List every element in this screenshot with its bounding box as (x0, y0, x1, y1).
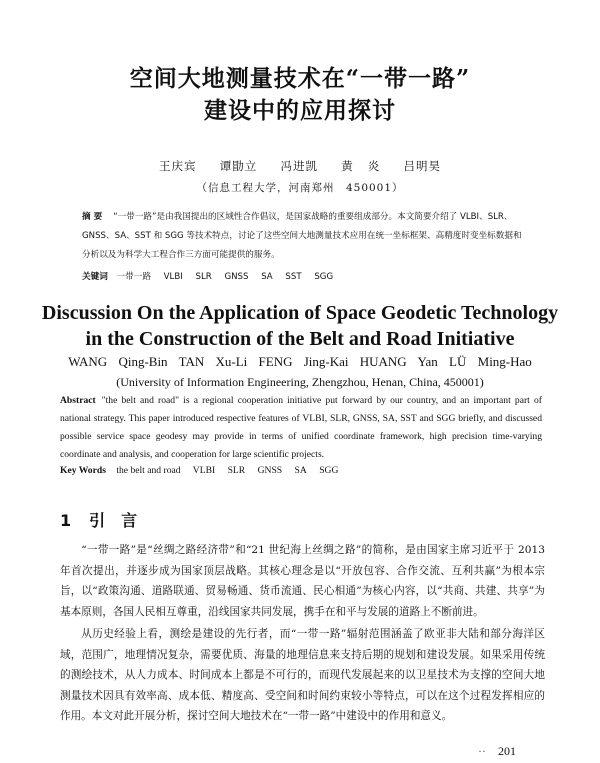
cn-keywords-label: 关键词 (82, 272, 108, 282)
cn-author: 冯进凯 (280, 159, 319, 173)
en-keyword: GNSS (257, 465, 283, 476)
en-keyword: SGG (319, 465, 339, 476)
en-keywords (60, 465, 542, 476)
cn-abstract-text: “一带一路”是由我国提出的区域性合作倡议，是国家战略的重要组成部分。本文简要介绍了 VLBI、SLR、GNSS、SA、SST 和 SGG 等技术特点，讨论了这些空间大地测量技术应用在统一坐标框架、高精度时变坐标数据和分析以及为科学大工程合作三方面可能提供的服务。 (82, 212, 522, 260)
section-title: 引言 (89, 511, 154, 530)
section-heading (60, 508, 153, 531)
en-keyword: SA (294, 465, 307, 476)
body-paragraph-1: “一带一路”是“丝绸之路经济带”和“21 世纪海上丝绸之路”的简称，是由国家主席习近平于 2013 年首次提出，并逐步成为国家顶层战略。其核心理念是以“开放包容、合作交流、互利共赢”为根本宗旨，以“政策沟通、道路联通、贸易畅通、货币流通、民心相通”为核心内容，以“共商、共建、共享”为基本原则，各国人民相互尊重，沿线国家共同发展，携手在和平与发展的道路上不断前进。 (60, 544, 545, 618)
cn-keyword: SA (261, 272, 273, 282)
en-authors: WANG Qing-Bin TAN Xu-Li FENG Jing-Kai HUANG Yan LÜ Ming-Hao (68, 354, 532, 369)
cn-abstract (82, 208, 522, 265)
cn-keyword: SST (285, 272, 302, 282)
cn-authors (0, 158, 600, 174)
en-affiliation: (University of Information Engineering, Zhengzhou, Henan, China, 450001) (116, 375, 484, 389)
en-title-line2: in the Construction of the Belt and Road Initiative (85, 328, 515, 350)
body-paragraph-2: 从历史经验上看，测绘是建设的先行者，而“一带一路”辐射范围涵盖了欧亚非大陆和部分海洋区域，范围广，地理情况复杂，需要优质、海量的地理信息来支持后期的规划和建设发展。如果采用传统的测绘技术，从人力成本、时间成本上都是不可行的，而现代发展起来的以卫星技术为支撑的空间大地测量技术因具有效率高、成本低、精度高、受空间和时间约束较小等特点，可以在这个过程发挥相应的作用。本文对此开展分析，探讨空间大地技术在“一带一路”中建设中的作用和意义。 (60, 628, 545, 722)
cn-keyword: GNSS (224, 272, 249, 282)
cn-title-line2: 建设中的应用探讨 (204, 97, 396, 124)
en-abstract (60, 392, 542, 464)
cn-author: 吕明昊 (403, 159, 442, 173)
page-number: 201 (498, 744, 516, 758)
cn-keyword: VLBI (163, 272, 183, 282)
cn-abstract-label: 摘要 (82, 212, 106, 222)
en-keywords-label: Key Words (60, 465, 106, 476)
section-number: 1 (60, 511, 72, 530)
en-abstract-label: Abstract (60, 395, 96, 406)
cn-author: 谭勖立 (219, 159, 258, 173)
cn-keyword: 一带一路 (116, 272, 151, 282)
cn-keyword: SLR (195, 272, 212, 282)
cn-author: 黄 (341, 159, 354, 173)
cn-affiliation: （信息工程大学，河南郑州 450001） (196, 182, 404, 194)
cn-keyword: SGG (314, 272, 334, 282)
en-title-line1: Discussion On the Application of Space Geodetic Technology (41, 302, 559, 324)
cn-author: 炎 (367, 159, 381, 173)
en-keyword: SLR (227, 465, 246, 476)
cn-keywords (82, 270, 522, 282)
en-keyword: the belt and road (116, 465, 181, 476)
en-keyword: VLBI (192, 465, 216, 476)
cn-title-line1: 空间大地测量技术在“一带一路” (129, 65, 471, 92)
page-footer (478, 744, 516, 759)
footer-dots: ·· (478, 744, 486, 758)
cn-author: 王庆宾 (158, 159, 197, 173)
en-abstract-text: "the belt and road" is a regional cooperation initiative put forward by our country, and an important part of national strategy. This paper introduced respective features of VLBI, SLR, GNSS, SA, SST and SGG briefly, and discussed possible service space geodesy may provide in terms of unified coordinate framework, high precision time-varying coordinate and analysis, and cooperation for large scientific projects. (60, 395, 542, 460)
